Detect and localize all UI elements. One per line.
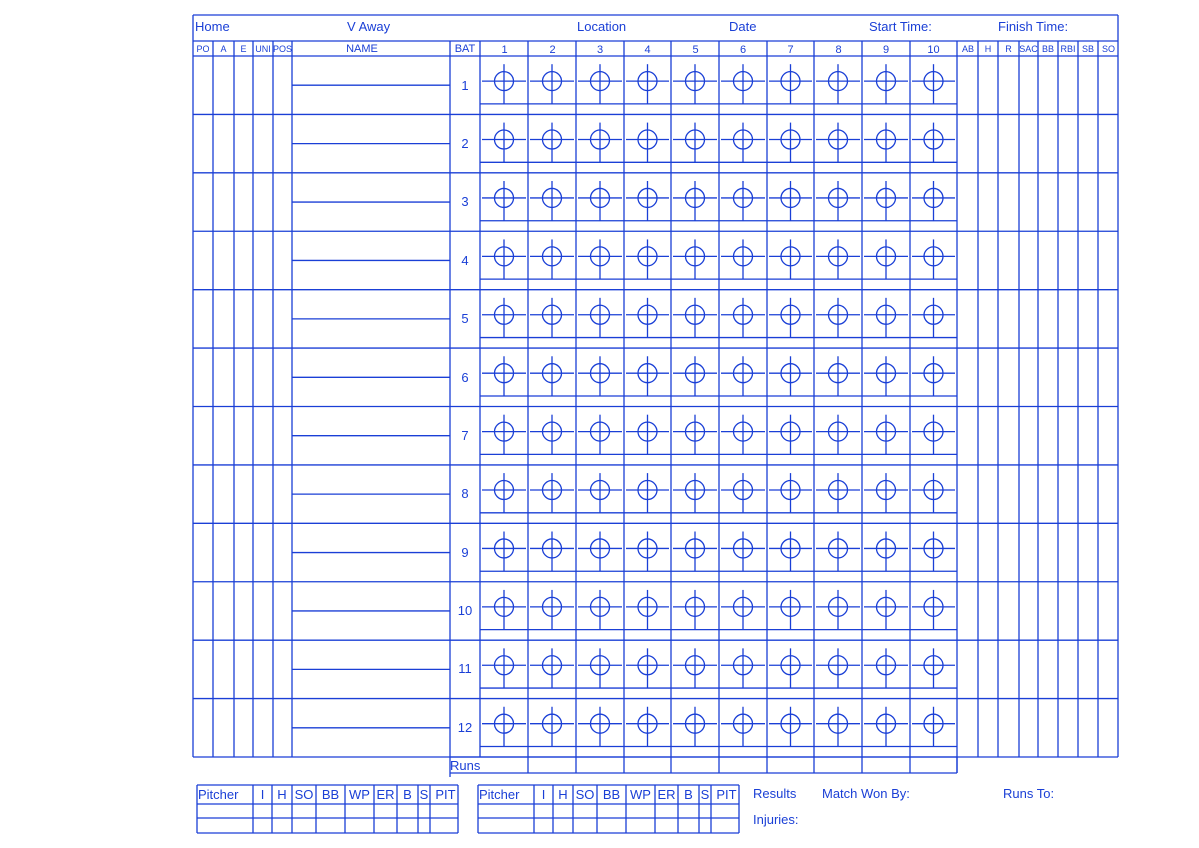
inning-header-9: 9 (882, 44, 890, 56)
col-header-bat: BAT (454, 43, 476, 55)
inning-header-10: 10 (927, 44, 940, 56)
col-header-pos: POS (272, 44, 293, 54)
pitcher-table-2-header-so: SO (575, 787, 595, 802)
batter-number-8: 8 (461, 486, 469, 501)
inning-header-5: 5 (692, 44, 699, 56)
inning-header-4: 4 (644, 44, 651, 56)
inning-header-3: 3 (596, 44, 604, 56)
col-header-e: E (240, 44, 247, 54)
batter-number-9: 9 (461, 545, 469, 560)
batter-number-10: 10 (457, 603, 473, 618)
pitcher-table-2-header-pit: PIT (716, 787, 737, 802)
pitcher-table-2-header-b: B (684, 787, 693, 802)
col-header-name: NAME (346, 43, 378, 55)
pitcher-table-1-header-i: I (260, 787, 265, 802)
batter-number-1: 1 (461, 78, 469, 93)
pitcher-table-1-header-pitcher: Pitcher (198, 787, 239, 802)
pitcher-table-2-header-wp: WP (630, 787, 651, 802)
pitcher-table-2-header-er: ER (657, 787, 676, 802)
col-header-ab: AB (961, 44, 975, 54)
runs-label: Runs (450, 758, 481, 773)
inning-header-1: 1 (501, 44, 508, 56)
pitcher-table-2-header-s: S (700, 787, 710, 802)
pitcher-table-2-header-i: I (541, 787, 546, 802)
batter-number-12: 12 (457, 720, 473, 735)
inning-header-2: 2 (549, 44, 556, 56)
runs-to-label: Runs To: (1003, 786, 1055, 801)
pitcher-table-1-header-h: H (277, 787, 287, 802)
inning-header-8: 8 (835, 44, 842, 56)
col-header-sac: SAC (1019, 44, 1038, 54)
inning-header-6: 6 (739, 44, 747, 56)
home-label: Home (195, 19, 230, 34)
col-header-bb: BB (1041, 44, 1055, 54)
batter-number-6: 6 (461, 370, 469, 385)
pitcher-table-1-header-s: S (419, 787, 429, 802)
batter-number-7: 7 (461, 428, 469, 443)
pitcher-table-2-header-bb: BB (602, 787, 621, 802)
date-label: Date (729, 19, 757, 34)
grid-lines (193, 15, 1118, 833)
col-header-po: PO (196, 44, 210, 54)
pitcher-table-1-header-er: ER (376, 787, 395, 802)
batter-number-11: 11 (458, 661, 472, 676)
injuries-label: Injuries: (753, 812, 799, 827)
col-header-so: SO (1101, 44, 1116, 54)
col-header-a: A (220, 44, 227, 54)
match-won-by-label: Match Won By: (822, 786, 910, 801)
col-header-uni: UNI (255, 44, 271, 54)
batter-number-2: 2 (461, 136, 469, 151)
inning-header-7: 7 (787, 44, 794, 56)
col-header-rbi: RBI (1060, 44, 1076, 54)
finish-time-label: Finish Time: (998, 19, 1069, 34)
batter-number-4: 4 (461, 253, 469, 268)
batter-number-5: 5 (461, 311, 469, 326)
results-label: Results (753, 786, 797, 801)
location-label: Location (577, 19, 627, 34)
start-time-label: Start Time: (869, 19, 932, 34)
pitcher-table-1-header-pit: PIT (435, 787, 456, 802)
col-header-r: R (1005, 44, 1012, 54)
pitcher-table-1-header-wp: WP (349, 787, 370, 802)
away-label: V Away (347, 19, 391, 34)
batter-number-3: 3 (461, 194, 469, 209)
col-header-h: H (984, 44, 992, 54)
pitcher-table-1-header-so: SO (294, 787, 314, 802)
pitcher-table-1-header-bb: BB (321, 787, 340, 802)
col-header-sb: SB (1081, 44, 1095, 54)
pitcher-table-2-header-h: H (558, 787, 568, 802)
pitcher-table-2-header-pitcher: Pitcher (479, 787, 520, 802)
pitcher-table-1-header-b: B (403, 787, 412, 802)
